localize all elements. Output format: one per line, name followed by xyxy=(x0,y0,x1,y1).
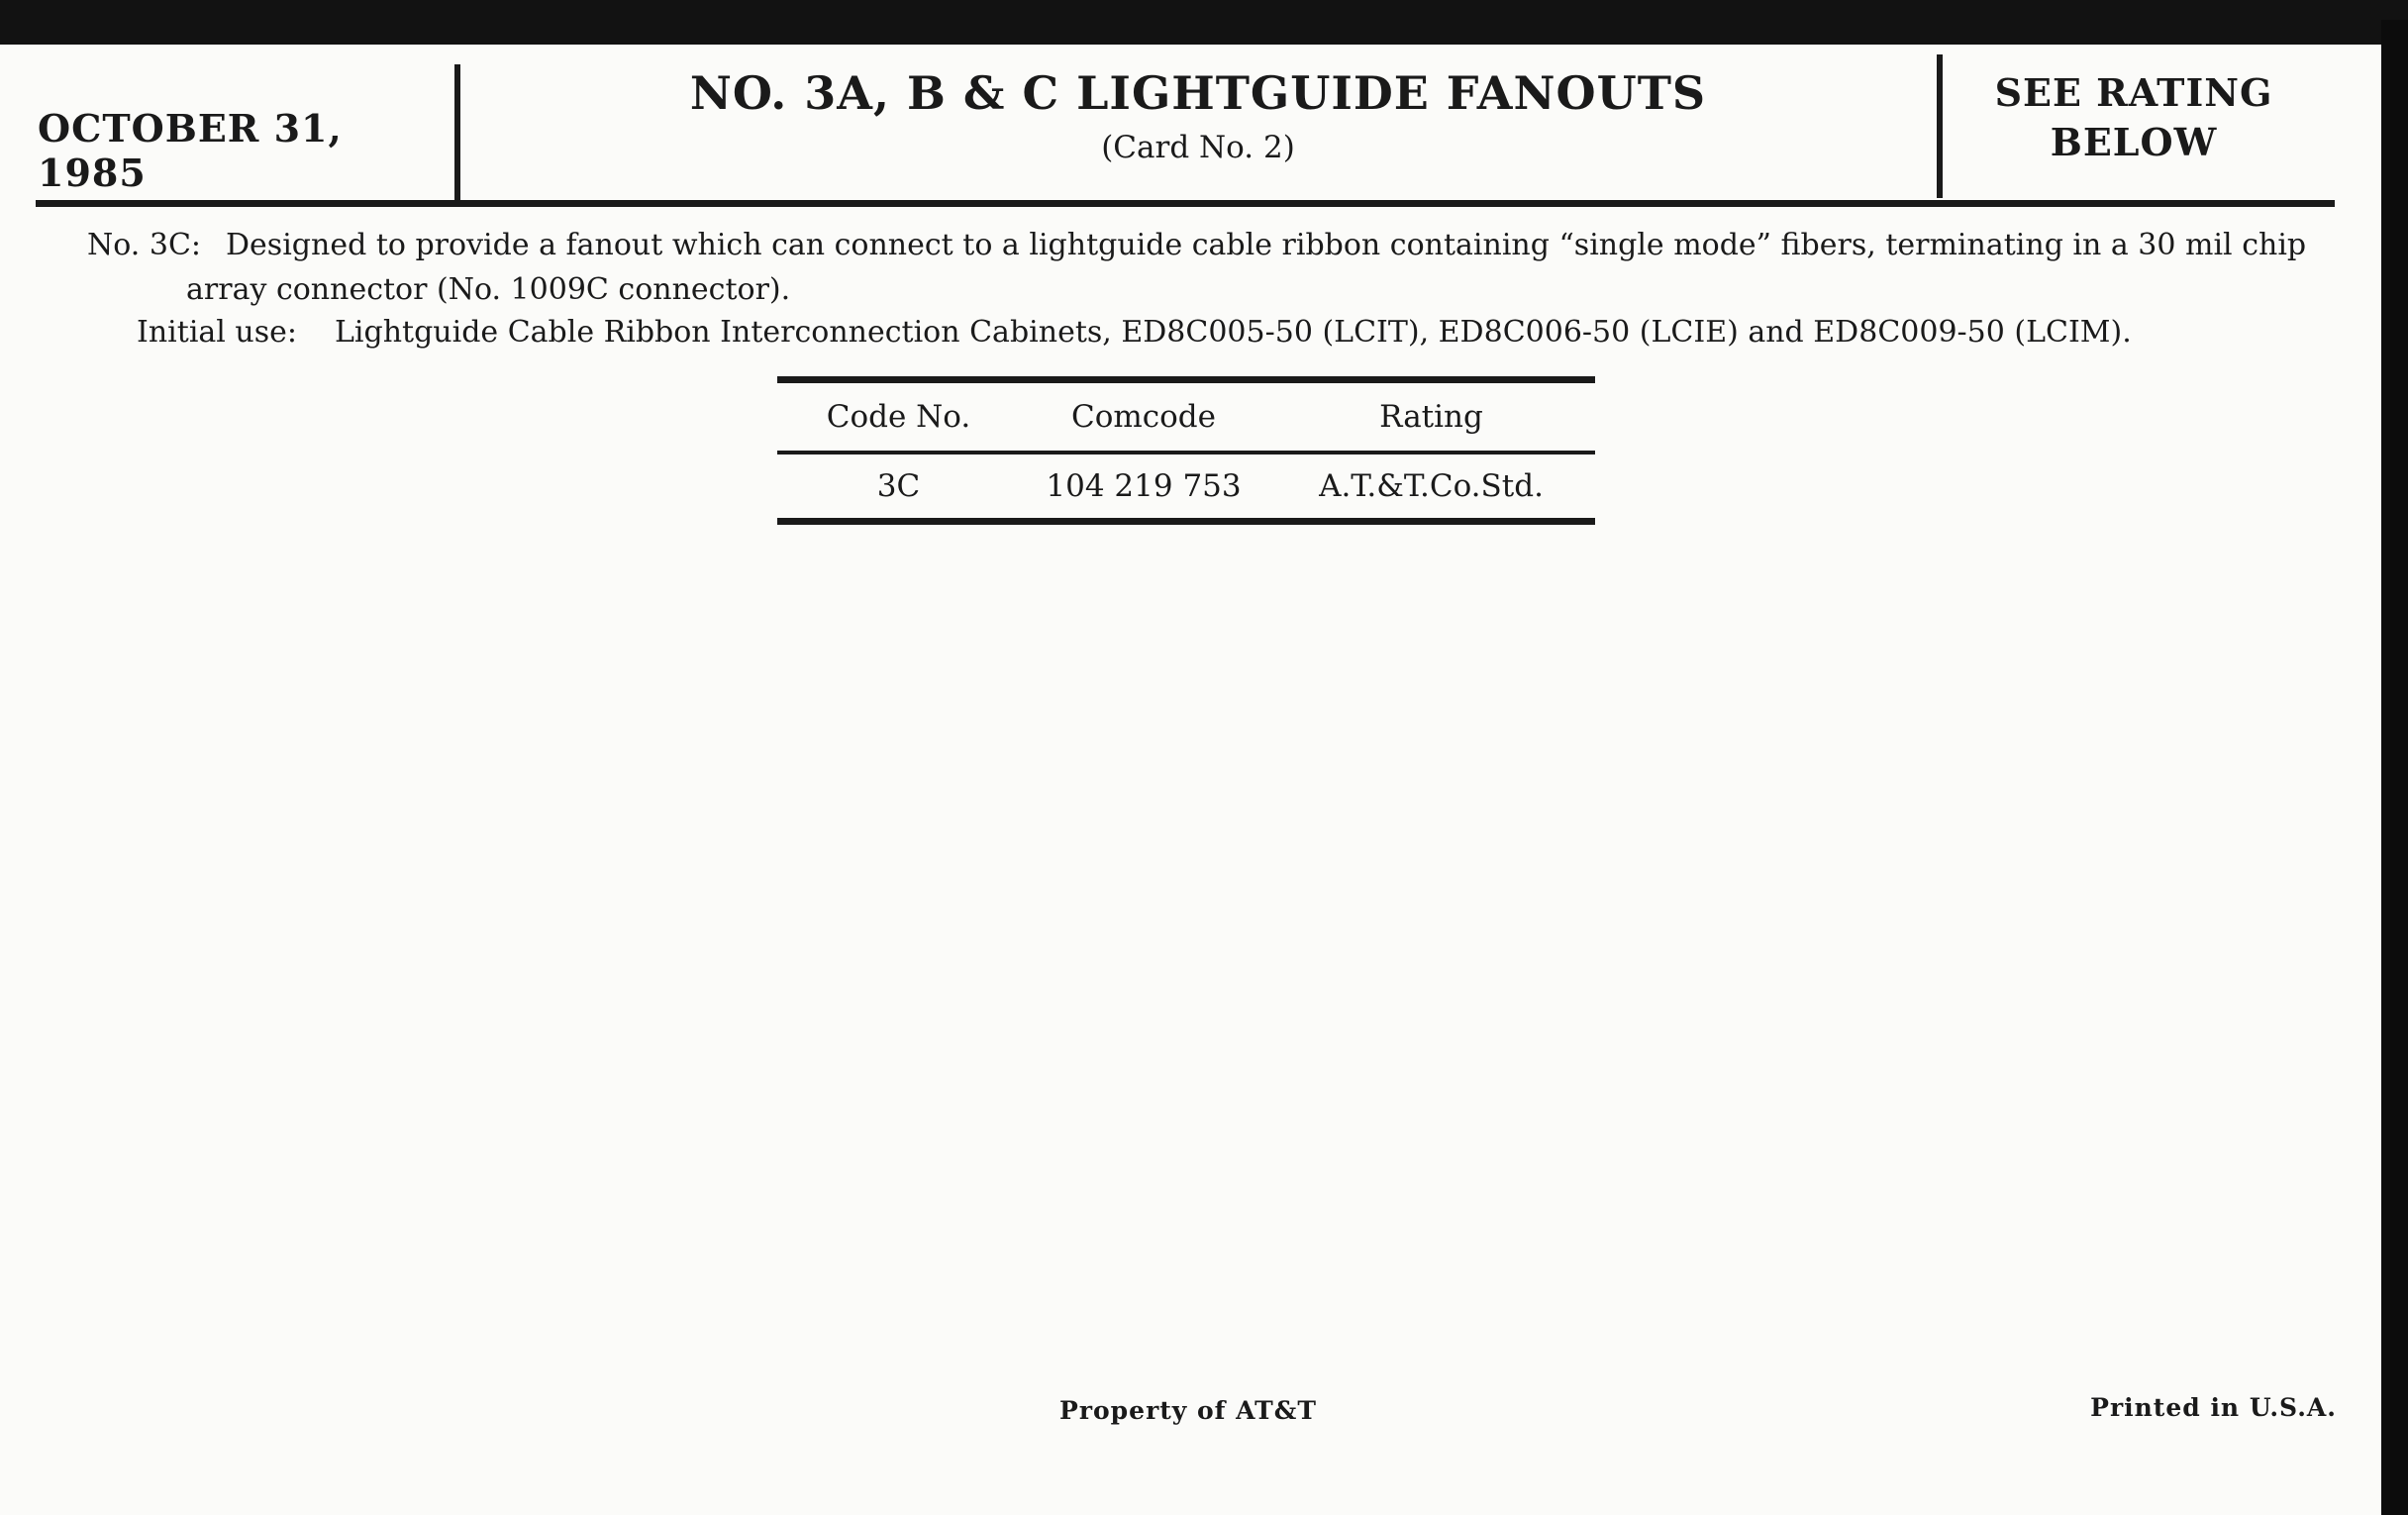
column-header-comcode: Comcode xyxy=(1020,380,1267,454)
code-table xyxy=(777,376,1595,525)
cell-code: 3C xyxy=(876,468,921,504)
card-number: (Card No. 2) xyxy=(1101,130,1295,165)
document-card xyxy=(0,45,2381,1515)
initial-use-label: Initial use: xyxy=(137,315,298,350)
header-rule xyxy=(36,200,2335,207)
table-header-row xyxy=(777,380,1595,454)
rating-note xyxy=(1946,68,2322,167)
rating-note-line-2: BELOW xyxy=(2050,120,2218,164)
printed-notice: Printed in U.S.A. xyxy=(2090,1393,2337,1422)
initial-use xyxy=(137,310,2315,354)
column-header-rating: Rating xyxy=(1267,380,1595,454)
header-divider-right xyxy=(1937,54,1943,198)
document-title: NO. 3A, B & C LIGHTGUIDE FANOUTS xyxy=(689,66,1707,120)
item-description xyxy=(87,223,2325,312)
cell-comcode: 104 219 753 xyxy=(1046,468,1242,504)
header-divider-left xyxy=(454,64,460,203)
item-text-line-1: Designed to provide a fanout which can connect to a lightguide cable ribbon containing “single mode” fibers, terminating in a 30 mil chip xyxy=(226,228,2307,262)
property-notice: Property of AT&T xyxy=(1059,1396,1317,1425)
item-text-line-2: array connector (No. 1009C connector). xyxy=(186,272,791,307)
initial-use-text: Lightguide Cable Ribbon Interconnection Cabinets, ED8C005-50 (LCIT), ED8C006-50 (LCIE) and ED8C009-50 (LCIM). xyxy=(335,315,2132,350)
scan-edge xyxy=(2381,20,2408,1515)
column-header-code: Code No. xyxy=(777,380,1020,454)
rating-note-line-1: SEE RATING xyxy=(1994,70,2273,115)
document-date: OCTOBER 31, 1985 xyxy=(38,106,343,195)
table-row xyxy=(777,453,1595,522)
cell-rating: A.T.&T.Co.Std. xyxy=(1319,468,1544,504)
item-label: No. 3C: xyxy=(87,228,202,262)
